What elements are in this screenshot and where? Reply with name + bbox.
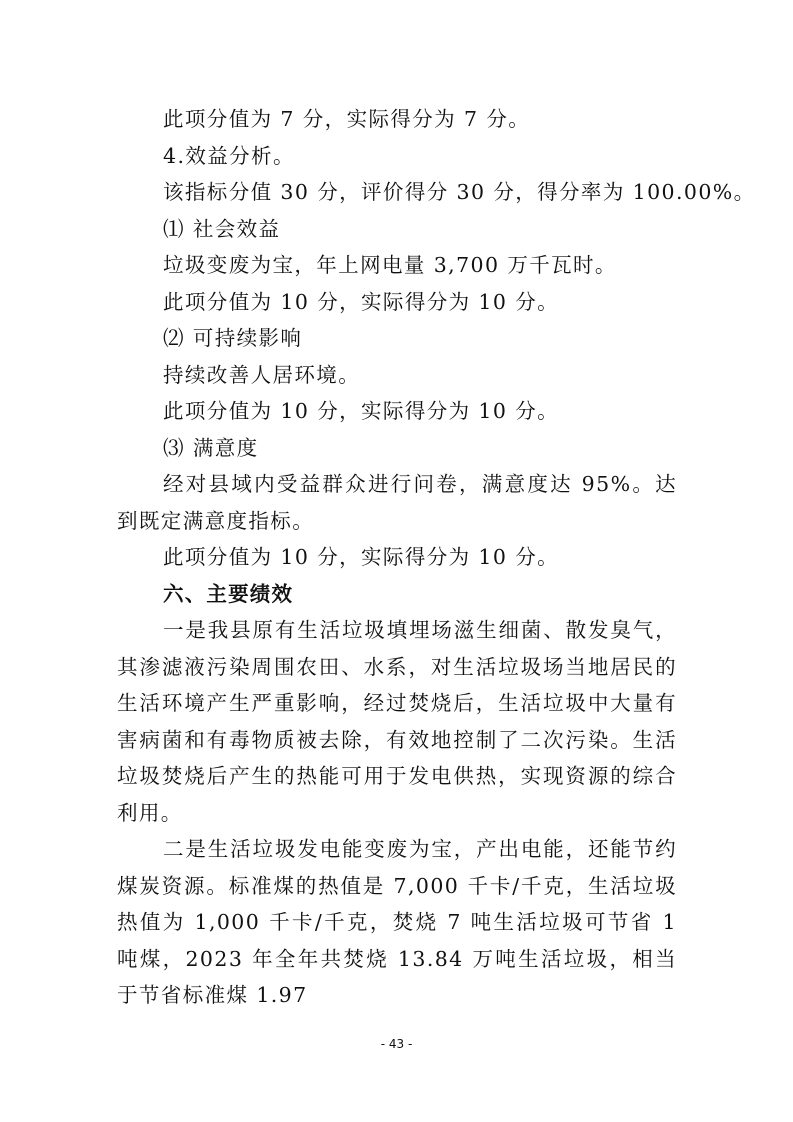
subsection-title-sustainable: ⑵ 可持续影响 xyxy=(163,326,303,350)
performance-paragraph-1: 一是我县原有生活垃圾填埋场滋生细菌、散发臭气，其渗滤液污染周围农田、水系，对生活垃圾场当地居民的生活环境产生严重影响，经过焚烧后，生活垃圾中大量有害病菌和有毒物质被去除，有效地控制了二次污染。生活垃圾焚烧后产生的热能可用于发电供热，实现资源的综合利用。 xyxy=(117,618,677,825)
sustainable-text: 持续改善人居环境。 xyxy=(163,362,361,387)
score-line-social: 此项分值为 10 分，实际得分为 10 分。 xyxy=(163,289,560,314)
subsection-title-satisfaction: ⑶ 满意度 xyxy=(163,435,259,460)
page-number: - 43 - xyxy=(380,1037,413,1051)
subsection-title-social-benefit: ⑴ 社会效益 xyxy=(163,216,281,241)
score-line-satisfaction: 此项分值为 10 分，实际得分为 10 分。 xyxy=(163,545,560,569)
benefit-summary-line: 该指标分值 30 分，评价得分 30 分，得分率为 100.00%。 xyxy=(163,180,756,204)
performance-paragraph-2: 二是生活垃圾发电能变废为宝，产出电能，还能节约煤炭资源。标准煤的热值是 7,000 千卡/千克，生活垃圾热值为 1,000 千卡/千克，焚烧 7 吨生活垃圾可节省 1 吨煤，2023 年全年共焚烧 13.84 万吨生活垃圾，相当于节省标准煤 1.97 xyxy=(117,837,677,1007)
score-line-benefit-prev: 此项分值为 7 分，实际得分为 7 分。 xyxy=(163,107,531,131)
document-body xyxy=(117,101,756,1014)
score-line-sustainable: 此项分值为 10 分，实际得分为 10 分。 xyxy=(163,399,560,423)
section-title-benefit-analysis: 4.效益分析。 xyxy=(163,143,295,168)
section-heading-main-performance: 六、主要绩效 xyxy=(163,581,294,606)
satisfaction-paragraph: 经对县域内受益群众进行问卷，满意度达 95%。达到既定满意度指标。 xyxy=(117,472,677,533)
social-benefit-text: 垃圾变废为宝，年上网电量 3,700 万千瓦时。 xyxy=(163,253,617,277)
